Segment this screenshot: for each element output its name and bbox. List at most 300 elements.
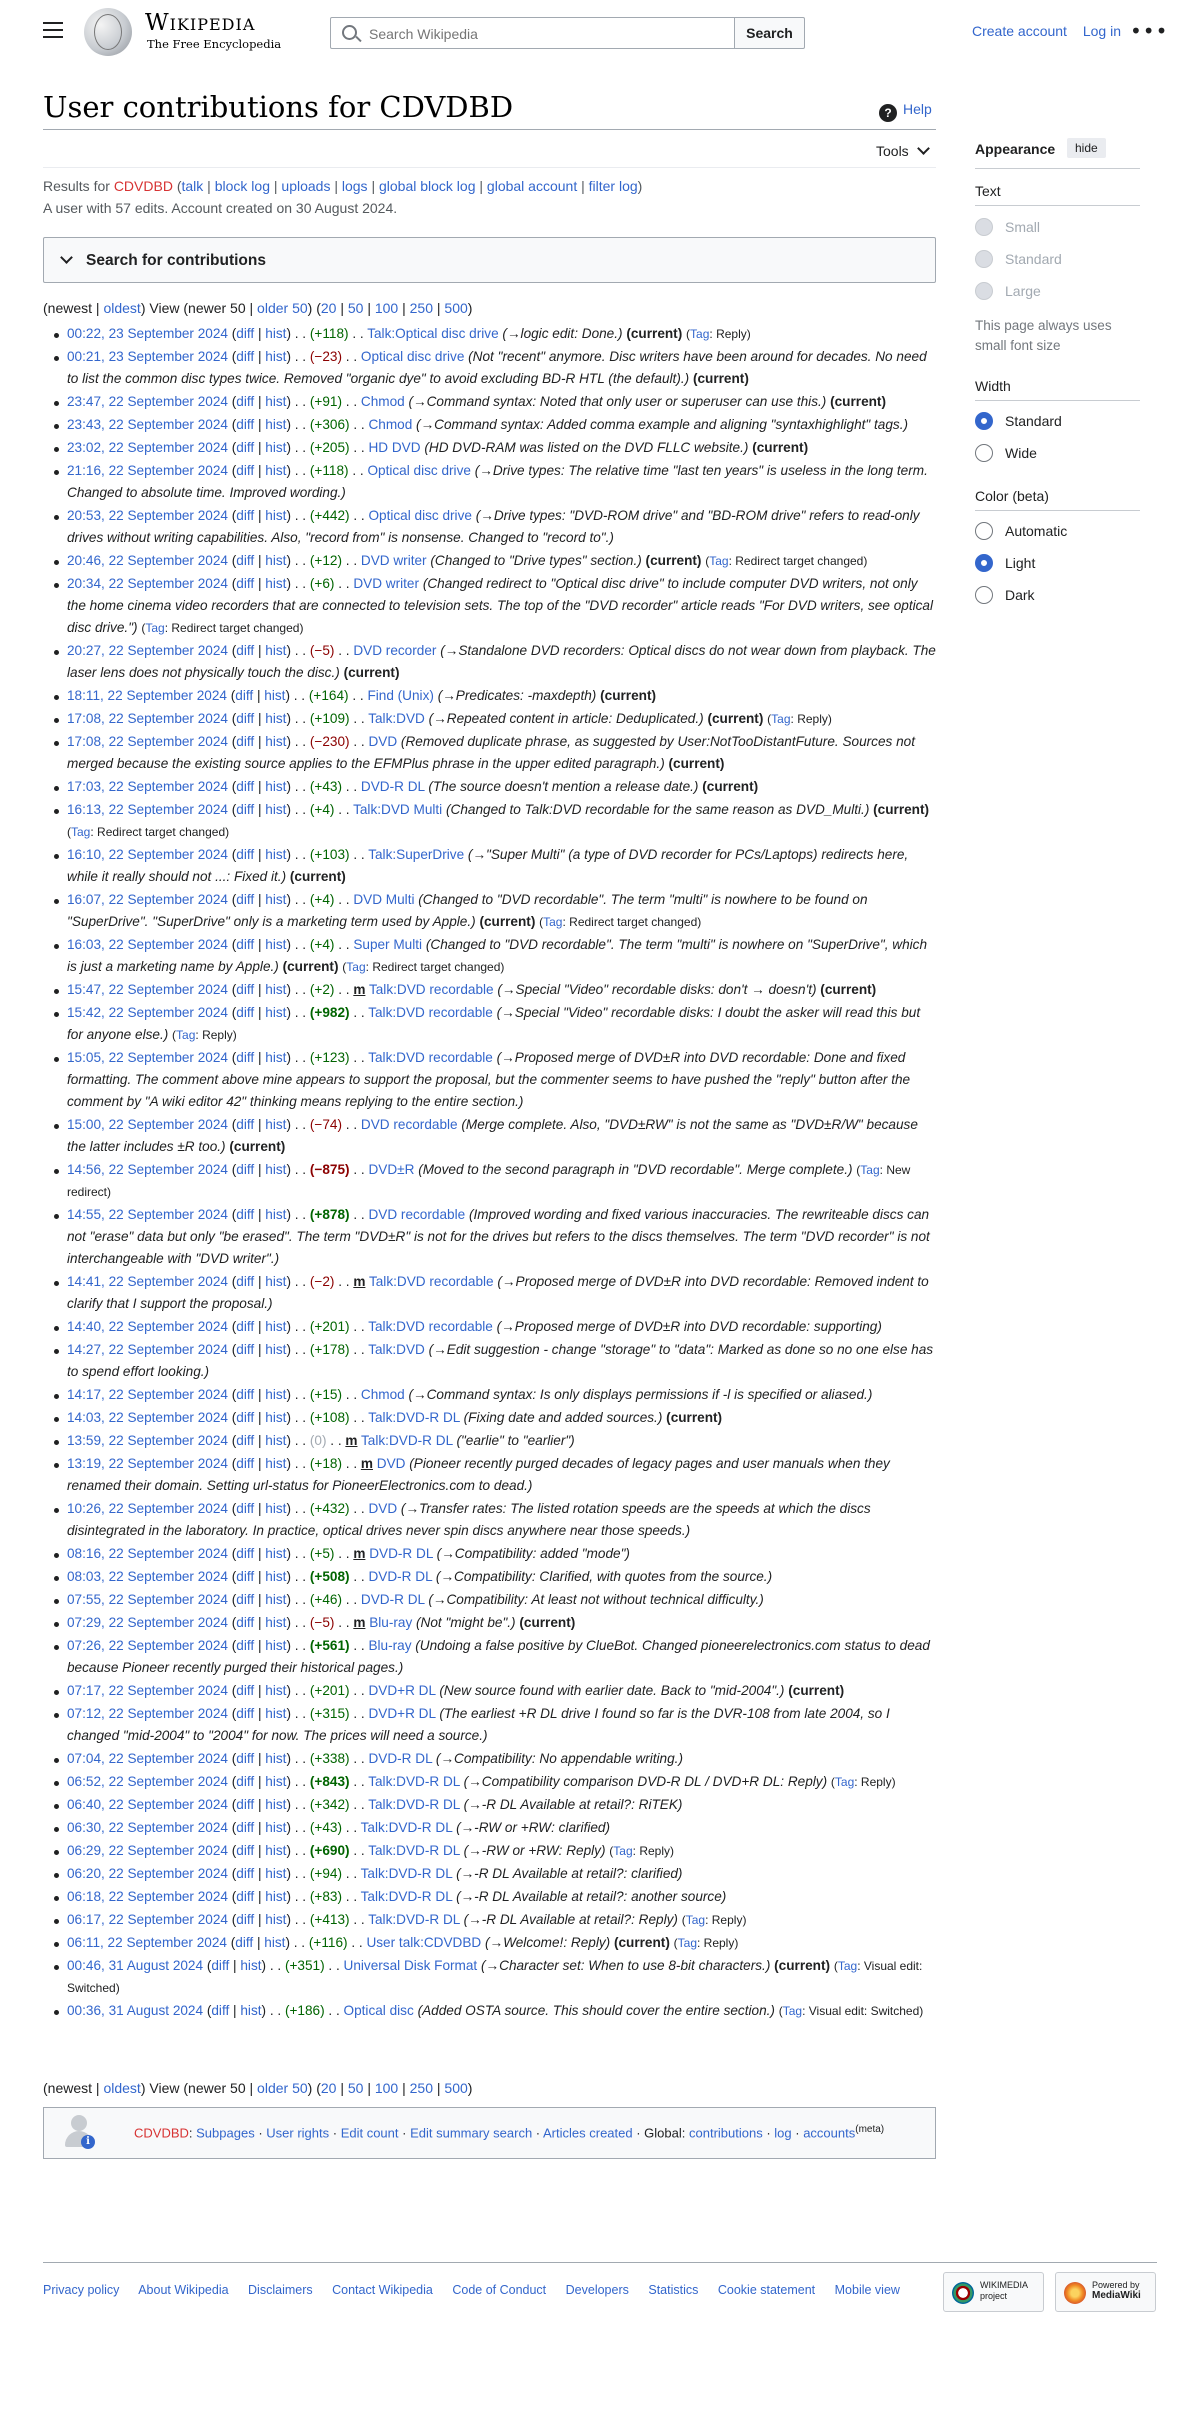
diff-link[interactable]: diff: [236, 1569, 255, 1584]
contribution-date-link[interactable]: 06:20, 22 September 2024: [67, 1866, 228, 1881]
contribution-date-link[interactable]: 17:08, 22 September 2024: [67, 734, 228, 749]
user-tools-line: CDVDBD: Subpages · User rights · Edit count · Edit summary search · Articles created · Global: contributions · log · accounts$^{(meta)}$: [134, 2124, 885, 2141]
page-link[interactable]: Talk:DVD recordable: [368, 1319, 493, 1334]
tag-link[interactable]: Tag: [71, 825, 91, 839]
page-link[interactable]: Talk:DVD-R DL: [368, 1410, 460, 1425]
contribution-item: 13:59, 22 September 2024 (diff | hist) . . (0) . . m Talk:DVD-R DL ("earlie" to "earlier"): [67, 1430, 936, 1452]
hist-link[interactable]: hist: [265, 508, 287, 523]
tag-list: (Tag: Redirect target changed): [141, 621, 304, 635]
contribution-date-link[interactable]: 08:03, 22 September 2024: [67, 1569, 228, 1584]
diff-link[interactable]: diff: [236, 1050, 255, 1065]
hist-link[interactable]: hist: [265, 779, 287, 794]
color-automatic[interactable]: Automatic: [975, 522, 1067, 540]
tag-link[interactable]: Tag: [782, 2004, 803, 2018]
disclaimers-link[interactable]: Disclaimers: [248, 2283, 313, 2297]
limit-20-link[interactable]: 20: [320, 300, 337, 316]
page-link[interactable]: Talk:DVD recordable: [368, 982, 494, 997]
tools-menu[interactable]: [876, 143, 928, 159]
hist-link[interactable]: hist: [265, 1569, 287, 1584]
edit-summary: (→-RW or +RW: clarified): [456, 1820, 611, 1835]
appearance-hide-button[interactable]: hide: [1067, 138, 1106, 158]
contribution-date-link[interactable]: 15:42, 22 September 2024: [67, 1005, 228, 1020]
older-50-link[interactable]: older 50: [257, 2080, 308, 2096]
hist-link[interactable]: hist: [265, 847, 287, 862]
contribution-item: 16:10, 22 September 2024 (diff | hist) . . (+103) . . Talk:SuperDrive (→"Super Multi" (a type of DVD recorder for PCs/Laptops) redirects here, while it really should not ...: Fixed it.) (current): [67, 844, 936, 888]
hist-link[interactable]: hist: [265, 394, 287, 409]
contribution-date-link[interactable]: 07:29, 22 September 2024: [67, 1615, 228, 1630]
ellipsis-icon[interactable]: •••: [1130, 19, 1169, 43]
contribution-date-link[interactable]: 06:52, 22 September 2024: [67, 1774, 228, 1789]
hist-link[interactable]: hist: [265, 1501, 287, 1516]
hist-link[interactable]: hist: [265, 1456, 287, 1471]
page-link[interactable]: Talk:DVD-R DL: [368, 1797, 460, 1812]
username-link[interactable]: CDVDBD: [113, 178, 173, 194]
contribution-date-link[interactable]: 15:05, 22 September 2024: [67, 1050, 228, 1065]
hist-link[interactable]: hist: [265, 553, 287, 568]
diff-link[interactable]: diff: [236, 1410, 255, 1425]
hist-link[interactable]: hist: [265, 1889, 287, 1904]
diff-link[interactable]: diff: [236, 463, 255, 478]
contribution-date-link[interactable]: 00:22, 23 September 2024: [67, 326, 228, 341]
search-contributions-toggle[interactable]: [43, 237, 936, 283]
hist-link[interactable]: hist: [265, 463, 287, 478]
hist-link[interactable]: hist: [265, 1117, 287, 1132]
cookie-statement-link[interactable]: Cookie statement: [717, 2283, 816, 2297]
contribution-date-link[interactable]: 14:03, 22 September 2024: [67, 1410, 228, 1425]
size-diff: (0): [309, 1433, 327, 1448]
hist-link[interactable]: hist: [265, 1050, 287, 1065]
page-link[interactable]: Blu-ray: [368, 1638, 412, 1653]
contribution-date-link[interactable]: 07:12, 22 September 2024: [67, 1706, 228, 1721]
page-link[interactable]: DVD+R DL: [368, 1683, 436, 1698]
hist-link[interactable]: hist: [265, 417, 287, 432]
hist-link[interactable]: hist: [264, 688, 286, 703]
limit-500-link[interactable]: 500: [444, 2080, 468, 2096]
current-flag: (current): [282, 959, 339, 974]
diff-link[interactable]: diff: [236, 1117, 255, 1132]
page-link[interactable]: DVD recorder: [353, 643, 437, 658]
filter-log-link[interactable]: filter log: [588, 178, 638, 194]
hist-link[interactable]: hist: [265, 1274, 287, 1289]
contribution-date-link[interactable]: 18:11, 22 September 2024: [67, 688, 227, 703]
global-contributions-link[interactable]: contributions: [689, 2125, 763, 2141]
diff-link[interactable]: diff: [236, 1162, 255, 1177]
hist-link[interactable]: hist: [240, 1958, 262, 1973]
page-link[interactable]: Talk:DVD-R DL: [361, 1433, 453, 1448]
contribution-date-link[interactable]: 16:13, 22 September 2024: [67, 802, 228, 817]
page-link[interactable]: Blu-ray: [369, 1615, 413, 1630]
page-link[interactable]: Talk:Optical disc drive: [367, 326, 499, 341]
diff-link[interactable]: diff: [236, 643, 255, 658]
limit-500-link[interactable]: 500: [444, 300, 468, 316]
tools-label[interactable]: Tools: [876, 143, 909, 159]
powered-by-mediawiki-badge[interactable]: [1055, 2272, 1156, 2312]
hist-link[interactable]: hist: [265, 734, 287, 749]
contribution-date-link[interactable]: 10:26, 22 September 2024: [67, 1501, 228, 1516]
hist-link[interactable]: hist: [265, 1546, 287, 1561]
contribution-date-link[interactable]: 00:36, 31 August 2024: [67, 2003, 204, 2018]
hist-link[interactable]: hist: [265, 349, 287, 364]
diff-link[interactable]: diff: [236, 1433, 255, 1448]
diff-link[interactable]: diff: [236, 508, 255, 523]
search-button[interactable]: Search: [734, 17, 805, 49]
diff-link[interactable]: diff: [236, 982, 255, 997]
tag-link[interactable]: Tag: [346, 960, 366, 974]
hist-link[interactable]: hist: [265, 1592, 287, 1607]
page-link[interactable]: DVD-R DL: [369, 1546, 433, 1561]
hist-link[interactable]: hist: [265, 1387, 287, 1402]
tag-link[interactable]: Tag: [677, 1936, 697, 1950]
contribution-item: 15:05, 22 September 2024 (diff | hist) . . (+123) . . Talk:DVD recordable (→Proposed merge of DVD±R into DVD recordable: Done and fixed formatting. The comment above mine appears to support the proposal, but the commenter seems to have pushed the "reply" button after the comment by "A wiki editor 42" thinking means replying to the entire section.): [67, 1047, 936, 1113]
global-label: Global:: [644, 2125, 686, 2141]
footbox-username-link[interactable]: CDVDBD: [134, 2125, 189, 2141]
tag-link[interactable]: Tag: [834, 1775, 855, 1789]
uploads-link[interactable]: uploads: [281, 178, 331, 194]
help-link[interactable]: [879, 101, 932, 122]
contribution-date-link[interactable]: 23:47, 22 September 2024: [67, 394, 228, 409]
tag-link[interactable]: Tag: [860, 1163, 880, 1177]
diff-link[interactable]: diff: [236, 779, 255, 794]
size-diff: (+338): [309, 1751, 350, 1766]
page-link[interactable]: DVD-R DL: [368, 1751, 433, 1766]
contribution-date-link[interactable]: 17:03, 22 September 2024: [67, 779, 228, 794]
page-link[interactable]: DVD Multi: [353, 892, 415, 907]
contribution-date-link[interactable]: 06:18, 22 September 2024: [67, 1889, 228, 1904]
page-link[interactable]: DVD-R DL: [360, 779, 425, 794]
edit-summary-search-link[interactable]: Edit summary search: [410, 2125, 533, 2141]
page-link[interactable]: Universal Disk Format: [343, 1958, 478, 1973]
subpages-link[interactable]: Subpages: [196, 2125, 255, 2141]
hist-link[interactable]: hist: [265, 1207, 287, 1222]
contribution-date-link[interactable]: 21:16, 22 September 2024: [67, 463, 228, 478]
hist-link[interactable]: hist: [265, 1912, 287, 1927]
statistics-link[interactable]: Statistics: [648, 2283, 699, 2297]
hist-link[interactable]: hist: [265, 1706, 287, 1721]
color-light[interactable]: Light: [975, 554, 1035, 572]
page-link[interactable]: Find (Unix): [367, 688, 434, 703]
page-link[interactable]: DVD writer: [360, 553, 427, 568]
hist-link[interactable]: hist: [265, 937, 287, 952]
diff-link[interactable]: diff: [211, 2003, 230, 2018]
block-log-link[interactable]: block log: [214, 178, 270, 194]
page-link[interactable]: Talk:DVD: [368, 1342, 425, 1357]
oldest-link[interactable]: oldest: [103, 2080, 141, 2096]
diff-link[interactable]: diff: [236, 1319, 255, 1334]
tag-link[interactable]: Tag: [613, 1844, 633, 1858]
contribution-date-link[interactable]: 23:02, 22 September 2024: [67, 440, 228, 455]
search-input[interactable]: [367, 22, 721, 46]
contribution-date-link[interactable]: 20:53, 22 September 2024: [67, 508, 228, 523]
page-link[interactable]: Talk:DVD: [368, 711, 425, 726]
search-field[interactable]: [330, 17, 735, 49]
limit-50-link[interactable]: 50: [347, 300, 364, 316]
create-account-link[interactable]: Create account: [972, 23, 1067, 39]
diff-link[interactable]: diff: [236, 1683, 255, 1698]
page-link[interactable]: DVD-R DL: [368, 1569, 433, 1584]
meta-link[interactable]: (meta): [855, 2124, 885, 2135]
page-link[interactable]: Optical disc drive: [368, 508, 472, 523]
hist-link[interactable]: hist: [265, 1774, 287, 1789]
diff-link[interactable]: diff: [236, 1774, 255, 1789]
tag-link[interactable]: Tag: [837, 1959, 858, 1973]
diff-link[interactable]: diff: [236, 892, 255, 907]
page-link[interactable]: Talk:DVD-R DL: [360, 1866, 453, 1881]
contribution-date-link[interactable]: 06:17, 22 September 2024: [67, 1912, 228, 1927]
page-link[interactable]: DVD+R DL: [368, 1706, 436, 1721]
page-link[interactable]: DVD: [368, 1501, 398, 1516]
wikimedia-project-badge[interactable]: [943, 2272, 1044, 2312]
wikipedia-globe-logo[interactable]: [84, 8, 132, 56]
tag-link[interactable]: Tag: [690, 327, 710, 341]
edit-summary: (→Transfer rates: The listed rotation speeds are the speeds at which the discs disintegrated in the laboratory. In practice, optical drives never spin discs anywhere near those speeds.): [67, 1501, 871, 1538]
diff-link[interactable]: diff: [236, 417, 255, 432]
contribution-date-link[interactable]: 14:55, 22 September 2024: [67, 1207, 228, 1222]
page-link[interactable]: Super Multi: [353, 937, 423, 952]
page-link[interactable]: Chmod: [360, 394, 405, 409]
page-link[interactable]: Optical disc: [343, 2003, 414, 2018]
page-link[interactable]: Talk:DVD recordable: [368, 1005, 493, 1020]
page-link[interactable]: DVD recordable: [360, 1117, 458, 1132]
mobile-view-link[interactable]: Mobile view: [834, 2283, 900, 2297]
page-link[interactable]: Optical disc drive: [367, 463, 471, 478]
contribution-date-link[interactable]: 20:34, 22 September 2024: [67, 576, 228, 591]
contribution-date-link[interactable]: 07:17, 22 September 2024: [67, 1683, 228, 1698]
diff-link[interactable]: diff: [236, 1615, 255, 1630]
limit-250-link[interactable]: 250: [409, 300, 433, 316]
hist-link[interactable]: hist: [265, 982, 287, 997]
contribution-date-link[interactable]: 16:03, 22 September 2024: [67, 937, 228, 952]
width-standard[interactable]: Standard: [975, 412, 1062, 430]
edit-summary: (Added OSTA source. This should cover the entire section.): [417, 2003, 775, 2018]
contribution-date-link[interactable]: 15:47, 22 September 2024: [67, 982, 228, 997]
diff-link[interactable]: diff: [211, 1958, 230, 1973]
hist-link[interactable]: hist: [265, 802, 287, 817]
hist-link[interactable]: hist: [265, 643, 287, 658]
global-accounts-link[interactable]: accounts: [803, 2125, 856, 2141]
appearance-heading: Appearance: [975, 141, 1056, 157]
footer-links: [43, 2283, 916, 2297]
contribution-date-link[interactable]: 16:07, 22 September 2024: [67, 892, 228, 907]
diff-link[interactable]: diff: [236, 1207, 255, 1222]
diff-link[interactable]: diff: [236, 1889, 255, 1904]
page-link[interactable]: Talk:DVD-R DL: [368, 1912, 460, 1927]
articles-created-link[interactable]: Articles created: [543, 2125, 633, 2141]
diff-link[interactable]: diff: [236, 1005, 255, 1020]
limit-20-link[interactable]: 20: [320, 2080, 337, 2096]
hist-link[interactable]: hist: [265, 892, 287, 907]
contribution-date-link[interactable]: 07:55, 22 September 2024: [67, 1592, 228, 1607]
about-wikipedia-link[interactable]: About Wikipedia: [138, 2283, 229, 2297]
page-link[interactable]: Talk:DVD-R DL: [360, 1889, 453, 1904]
contribution-date-link[interactable]: 20:27, 22 September 2024: [67, 643, 228, 658]
diff-link[interactable]: diff: [236, 440, 255, 455]
hist-link[interactable]: hist: [265, 1866, 287, 1881]
limit-100-link[interactable]: 100: [374, 2080, 399, 2096]
diff-link[interactable]: diff: [235, 688, 254, 703]
page-link[interactable]: Talk:DVD-R DL: [368, 1774, 460, 1789]
contribution-date-link[interactable]: 07:26, 22 September 2024: [67, 1638, 228, 1653]
size-diff: (+315): [309, 1706, 350, 1721]
contribution-date-link[interactable]: 23:43, 22 September 2024: [67, 417, 228, 432]
diff-link[interactable]: diff: [236, 1342, 255, 1357]
hist-link[interactable]: hist: [265, 1162, 287, 1177]
page-link[interactable]: Chmod: [360, 1387, 405, 1402]
talk-link[interactable]: talk: [181, 178, 204, 194]
diff-link[interactable]: diff: [236, 553, 255, 568]
hist-link[interactable]: hist: [265, 1615, 287, 1630]
diff-link[interactable]: diff: [236, 1751, 255, 1766]
wikipedia-wordmark[interactable]: Wikipedia: [145, 10, 256, 36]
tag-link[interactable]: Tag: [709, 554, 729, 568]
contribution-date-link[interactable]: 06:11, 22 September 2024: [67, 1935, 227, 1950]
page-link[interactable]: DVD-R DL: [360, 1592, 425, 1607]
hist-link[interactable]: hist: [265, 1638, 287, 1653]
diff-link[interactable]: diff: [236, 1592, 255, 1607]
contribution-date-link[interactable]: 14:41, 22 September 2024: [67, 1274, 228, 1289]
contribution-date-link[interactable]: 00:21, 23 September 2024: [67, 349, 228, 364]
diff-link[interactable]: diff: [236, 1274, 255, 1289]
diff-link[interactable]: diff: [236, 576, 255, 591]
contribution-date-link[interactable]: 14:40, 22 September 2024: [67, 1319, 228, 1334]
contribution-date-link[interactable]: 14:56, 22 September 2024: [67, 1162, 228, 1177]
main-menu-icon[interactable]: [43, 22, 63, 40]
diff-link[interactable]: diff: [236, 734, 255, 749]
hist-link[interactable]: hist: [265, 1433, 287, 1448]
contribution-date-link[interactable]: 14:17, 22 September 2024: [67, 1387, 228, 1402]
diff-link[interactable]: diff: [236, 1820, 255, 1835]
help-link-label[interactable]: Help: [903, 101, 932, 117]
global-log-link[interactable]: log: [774, 2125, 792, 2141]
page-link[interactable]: Talk:DVD Multi: [353, 802, 443, 817]
page-link[interactable]: Chmod: [368, 417, 413, 432]
hist-link[interactable]: hist: [265, 1342, 287, 1357]
size-diff: (+2): [309, 982, 335, 997]
page-link[interactable]: DVD: [368, 734, 398, 749]
hist-link[interactable]: hist: [265, 1751, 287, 1766]
contribution-date-link[interactable]: 20:46, 22 September 2024: [67, 553, 228, 568]
hist-link[interactable]: hist: [240, 2003, 262, 2018]
user-rights-link[interactable]: User rights: [266, 2125, 330, 2141]
global-account-link[interactable]: global account: [486, 178, 578, 194]
privacy-policy-link[interactable]: Privacy policy: [43, 2283, 120, 2297]
diff-link[interactable]: diff: [236, 1501, 255, 1516]
hist-link[interactable]: hist: [265, 1683, 287, 1698]
limit-50-link[interactable]: 50: [347, 2080, 364, 2096]
oldest-link[interactable]: oldest: [103, 300, 141, 316]
edit-summary: (→Repeated content in article: Deduplicated.): [428, 711, 704, 726]
user-tools-box: [43, 2107, 936, 2159]
global-block-log-link[interactable]: global block log: [378, 178, 476, 194]
page-link[interactable]: Talk:DVD-R DL: [368, 1843, 460, 1858]
limit-100-link[interactable]: 100: [374, 300, 399, 316]
diff-link[interactable]: diff: [236, 1638, 255, 1653]
diff-link[interactable]: diff: [236, 1912, 255, 1927]
tag-link[interactable]: Tag: [771, 712, 791, 726]
page-link[interactable]: DVD writer: [353, 576, 420, 591]
diff-link[interactable]: diff: [236, 1866, 255, 1881]
contact-wikipedia-link[interactable]: Contact Wikipedia: [332, 2283, 433, 2297]
tag-link[interactable]: Tag: [176, 1028, 196, 1042]
contribution-date-link[interactable]: 06:30, 22 September 2024: [67, 1820, 228, 1835]
page-link[interactable]: Talk:SuperDrive: [368, 847, 465, 862]
contribution-date-link[interactable]: 13:59, 22 September 2024: [67, 1433, 228, 1448]
diff-link[interactable]: diff: [236, 937, 255, 952]
page-link[interactable]: DVD recordable: [368, 1207, 466, 1222]
diff-link[interactable]: diff: [236, 326, 255, 341]
diff-link[interactable]: diff: [236, 349, 255, 364]
diff-link[interactable]: diff: [236, 847, 255, 862]
hist-link[interactable]: hist: [265, 440, 287, 455]
contribution-date-link[interactable]: 13:19, 22 September 2024: [67, 1456, 228, 1471]
contribution-date-link[interactable]: 07:04, 22 September 2024: [67, 1751, 228, 1766]
hist-link[interactable]: hist: [265, 1820, 287, 1835]
diff-link[interactable]: diff: [236, 1387, 255, 1402]
page-link[interactable]: Talk:DVD recordable: [368, 1274, 494, 1289]
size-diff: (+878): [309, 1207, 350, 1222]
width-wide[interactable]: Wide: [975, 444, 1037, 462]
contribution-date-link[interactable]: 17:08, 22 September 2024: [67, 711, 228, 726]
hist-link[interactable]: hist: [264, 1935, 286, 1950]
page-link[interactable]: HD DVD: [368, 440, 421, 455]
page-link[interactable]: DVD±R: [368, 1162, 415, 1177]
tag-link[interactable]: Tag: [543, 915, 563, 929]
contribution-date-link[interactable]: 00:46, 31 August 2024: [67, 1958, 204, 1973]
page-link[interactable]: Talk:DVD-R DL: [360, 1820, 453, 1835]
contribution-date-link[interactable]: 14:27, 22 September 2024: [67, 1342, 228, 1357]
diff-link[interactable]: diff: [235, 1935, 254, 1950]
code-of-conduct-link[interactable]: Code of Conduct: [452, 2283, 547, 2297]
diff-link[interactable]: diff: [236, 1546, 255, 1561]
page-link[interactable]: DVD: [376, 1456, 406, 1471]
page-link[interactable]: Talk:DVD recordable: [368, 1050, 493, 1065]
hist-link[interactable]: hist: [265, 711, 287, 726]
page-link[interactable]: Optical disc drive: [360, 349, 465, 364]
search-contributions-label[interactable]: Search for contributions: [86, 252, 266, 269]
contribution-date-link[interactable]: 15:00, 22 September 2024: [67, 1117, 228, 1132]
page-link[interactable]: User talk:CDVDBD: [366, 1935, 482, 1950]
older-50-link[interactable]: older 50: [257, 300, 308, 316]
hist-link[interactable]: hist: [265, 1410, 287, 1425]
contribution-date-link[interactable]: 16:10, 22 September 2024: [67, 847, 228, 862]
diff-link[interactable]: diff: [236, 711, 255, 726]
hist-link[interactable]: hist: [265, 1843, 287, 1858]
diff-link[interactable]: diff: [236, 1456, 255, 1471]
diff-link[interactable]: diff: [236, 1843, 255, 1858]
hist-link[interactable]: hist: [265, 1797, 287, 1812]
current-flag: (current): [343, 665, 400, 680]
diff-link[interactable]: diff: [236, 802, 255, 817]
tag-link[interactable]: Tag: [685, 1913, 706, 1927]
tag-link[interactable]: Tag: [145, 621, 165, 635]
diff-link[interactable]: diff: [236, 1797, 255, 1812]
hist-link[interactable]: hist: [265, 1319, 287, 1334]
diff-link[interactable]: diff: [236, 394, 255, 409]
diff-link[interactable]: diff: [236, 1706, 255, 1721]
hist-link[interactable]: hist: [265, 1005, 287, 1020]
developers-link[interactable]: Developers: [565, 2283, 629, 2297]
size-diff: (−74): [309, 1117, 342, 1132]
contribution-date-link[interactable]: 06:40, 22 September 2024: [67, 1797, 228, 1812]
color-dark[interactable]: Dark: [975, 586, 1035, 604]
hist-link[interactable]: hist: [265, 576, 287, 591]
contribution-date-link[interactable]: 06:29, 22 September 2024: [67, 1843, 228, 1858]
contribution-date-link[interactable]: 08:16, 22 September 2024: [67, 1546, 228, 1561]
edit-count-link[interactable]: Edit count: [340, 2125, 399, 2141]
logs-link[interactable]: logs: [341, 178, 368, 194]
hist-link[interactable]: hist: [265, 326, 287, 341]
limit-250-link[interactable]: 250: [409, 2080, 433, 2096]
log-in-link[interactable]: Log in: [1082, 23, 1121, 39]
